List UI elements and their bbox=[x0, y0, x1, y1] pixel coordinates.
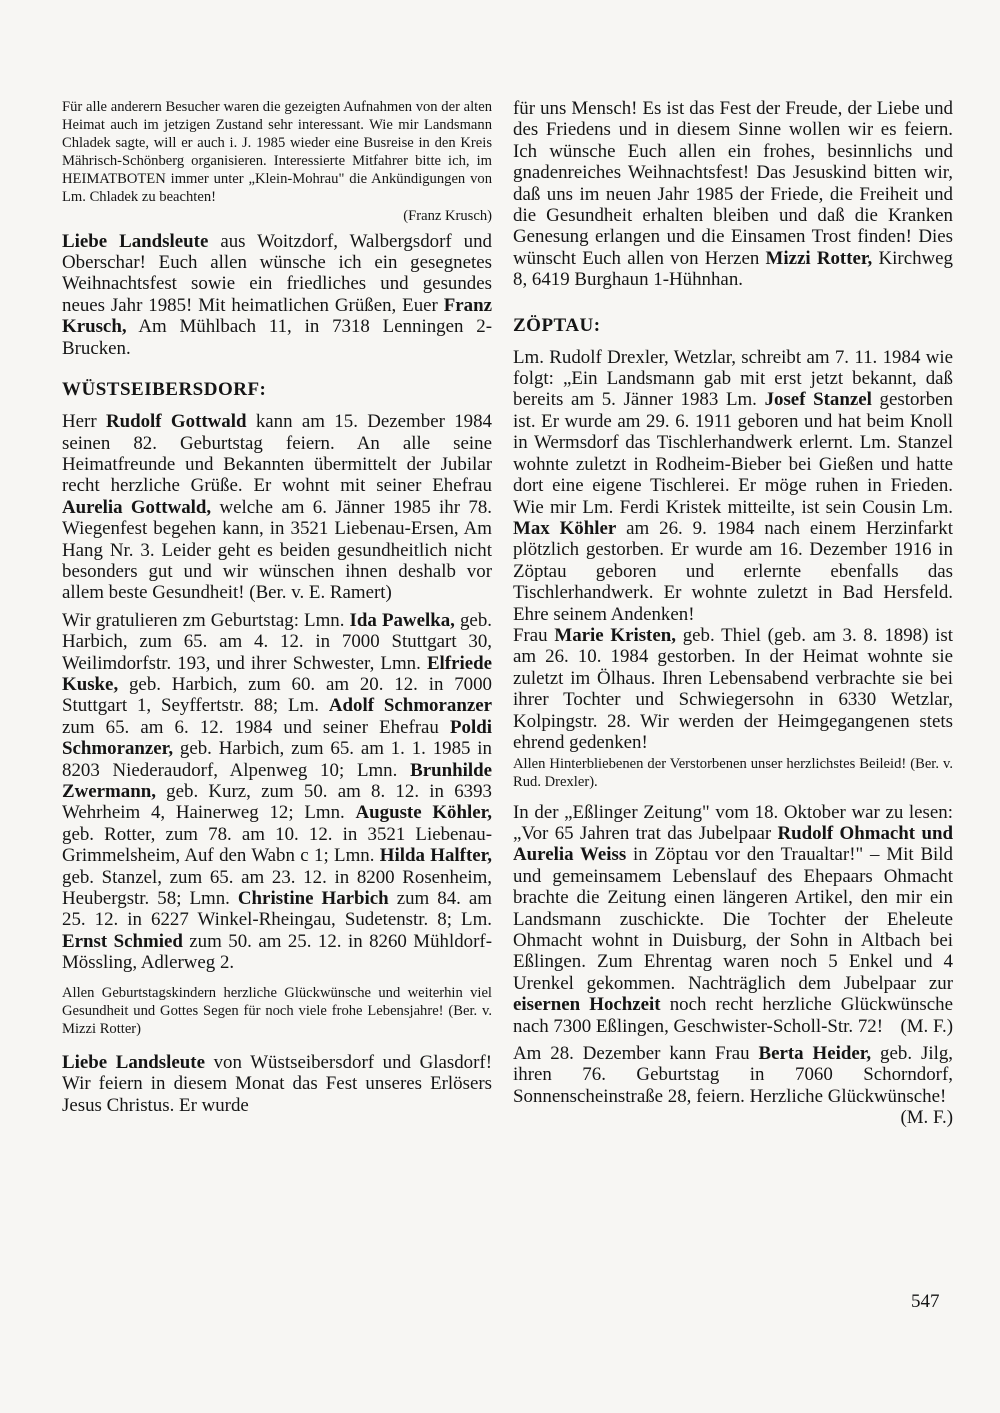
bold-name: Ernst Schmied bbox=[62, 930, 183, 952]
paragraph-christmas-wishes bbox=[513, 98, 953, 291]
paragraph-drexler-report bbox=[513, 347, 953, 625]
bold-name: Marie Kristen, bbox=[554, 624, 676, 646]
paragraph-text: geb. Harbich, zum 65. am 4. 12. in 7000 Stuttgart 30, Weilimdorfstr. 193, und ihrer Schwester, Lmn. bbox=[62, 609, 492, 674]
bold-name: eisernen Hochzeit bbox=[513, 994, 661, 1016]
paragraph-text: noch recht herzliche Glückwünsche nach 7300 Eßlingen, Geschwister-Scholl-Str. 72! bbox=[513, 994, 953, 1037]
bold-name: Josef Stanzel bbox=[764, 389, 872, 411]
bold-name: Rudolf Ohmacht und Aurelia Weiss bbox=[513, 822, 953, 866]
paragraph-text: zum 84. am 25. 12. in 6227 Winkel-Rheingau, Sudetenstr. 8; Lm. bbox=[62, 888, 492, 931]
paragraph-text: Am Mühlbach 11, in 7318 Lenningen 2-Brucken. bbox=[62, 316, 492, 359]
bold-name: Franz Krusch, bbox=[62, 294, 492, 338]
bold-name: Adolf Schmoranzer bbox=[328, 695, 492, 717]
bold-name: Ida Pawelka, bbox=[349, 609, 455, 631]
page-number: 547 bbox=[911, 1291, 940, 1312]
paragraph-text: zum 65. am 6. 12. 1984 und seiner Ehefrau bbox=[62, 716, 450, 738]
paragraph-text: von Wüstseibersdorf und Glasdorf! Wir feiern in diesem Monat das Fest unseres Erlösers Jesus Christus. Er wurde bbox=[62, 1051, 492, 1116]
paragraph-greeting-woitzdorf bbox=[62, 231, 492, 359]
paragraph-text: Herr bbox=[62, 411, 106, 433]
paragraph-text: aus Woitzdorf, Walbergsdorf und Oberschar! Euch allen wünsche ich ein gesegnetes Weihnachtsfest sowie ein friedliches und gesundes neues Jahr 1985! Mit heimatlichen Grüßen, Euer bbox=[62, 230, 492, 316]
signature-mf: (M. F.) bbox=[900, 1015, 953, 1037]
paragraph-text: kann am 15. Dezember 1984 seinen 82. Geburtstag feiern. An alle seine Heimatfreunde und Bekannten übermittelt der Jubilar recht herzliche Grüße. Er wohnt mit seiner Ehefrau bbox=[62, 411, 492, 497]
paragraph-heider bbox=[513, 1043, 953, 1129]
paragraph-text: geb. Rotter, zum 78. am 10. 12. in 3521 Liebenau-Grimmelsheim, Auf den Wabn c 1; Lmn. bbox=[62, 823, 492, 867]
paragraph-birthdays bbox=[62, 610, 492, 974]
paragraph-text: geb. Kurz, zum 50. am 8. 12. in 6393 Wehrheim 4, Hainerweg 12; Lmn. bbox=[62, 781, 492, 824]
bold-name: Hilda Halfter, bbox=[379, 845, 492, 867]
bold-name: Max Köhler bbox=[513, 517, 617, 539]
bold-name: Christine Harbich bbox=[237, 888, 389, 910]
bold-text: Liebe Landsleute bbox=[62, 230, 209, 252]
paragraph-text: Kirchweg 8, 6419 Burghaun 1-Hühnhan. bbox=[513, 247, 953, 291]
paragraph-text: gestorben ist. Er wurde am 29. 6. 1911 geboren und hat beim Knoll in Wermsdorf das Tischlerhandwerk erlernt. Lm. Stanzel wohnte zuletzt in Rodheim-Bieber bei Gießen und hatte dort eine eigene Tischlerei. Er möge ruhen in Frieden. Wie mir Lm. Ferdi Kristek mitteilte, ist sein Cousin Lm. bbox=[513, 389, 953, 518]
bold-name: Berta Heider, bbox=[758, 1043, 872, 1065]
paragraph-text: geb. Stanzel, zum 65. am 23. 12. in 8200 Rosenheim, Heubergstr. 58; Lmn. bbox=[62, 866, 492, 910]
paragraph-text: Wir gratulieren zm Geburtstag: Lmn. bbox=[62, 609, 350, 631]
paragraph-text: in Zöptau vor den Traualtar!" – Mit Bild und gemeinsamem Lebenslauf des Ehepaars Ohmacht brachte die Zeitung einen längeren Artikel, den mir ein Landsmann zuschickte. Die Tochter der Eheleute Ohmacht wohnt in Duisburg, der Sohn in Altbach bei Eßlingen. Zum Ehrentag waren noch 5 Enkel und 4 Urenkel gekommen. Nachträglich dem Jubelpaar zur bbox=[513, 844, 953, 994]
paragraph-text: am 26. 9. 1984 nach einem Herzinfarkt plötzlich gestorben. Er wurde am 16. Dezember 1916 in Zöptau geboren und erlernte ebenfalls das Tischlerhandwerk. Er wohnte zuletzt in Bad Hersfeld. Ehre seinem Andenken! bbox=[513, 517, 954, 625]
right-column bbox=[513, 98, 953, 1129]
bold-name: Elfriede Kuske, bbox=[62, 652, 492, 695]
paragraph-text: geb. Harbich, zum 60. am 20. 12. in 7000 Stuttgart 1, Seyffertstr. 88; Lm. bbox=[62, 673, 492, 717]
signature-mf: (M. F.) bbox=[900, 1107, 953, 1129]
paragraph-condolences: Allen Hinterbliebenen der Verstorbenen unser herzlichstes Beileid! (Ber. v. Rud. Drexler). bbox=[513, 756, 953, 791]
signature-franz-krusch: (Franz Krusch) bbox=[403, 207, 492, 224]
bold-name: Brunhilde Zwermann, bbox=[62, 759, 492, 802]
paragraph-greeting-wuestseibersdorf bbox=[62, 1052, 492, 1116]
bold-text: Liebe Landsleute bbox=[62, 1051, 205, 1073]
paragraph-text: Lm. Rudolf Drexler, Wetzlar, schreibt am 7. 11. 1984 wie folgt: „Ein Landsmann gab mit erst jetzt bekannt, daß bereits am 5. Jänner 1983 Lm. bbox=[513, 346, 953, 411]
paragraph-kristen bbox=[513, 625, 953, 753]
left-column bbox=[62, 98, 492, 1116]
paragraph-birthday-wishes: Allen Geburtstagskindern herzliche Glückwünsche und weiterhin viel Gesundheit und Gottes Segen für noch viele frohe Lebensjahre! (Ber. v. Mizzi Rotter) bbox=[62, 984, 492, 1037]
paragraph-besucher bbox=[62, 98, 492, 207]
paragraph-ohmacht bbox=[513, 802, 953, 1037]
paragraph-gottwald bbox=[62, 411, 492, 604]
paragraph-text: Am 28. Dezember kann Frau bbox=[513, 1043, 759, 1065]
bold-name: Auguste Köhler, bbox=[355, 802, 492, 824]
paragraph-text: welche am 6. Jänner 1985 ihr 78. Wiegenfest begehen kann, in 3521 Liebenau-Ersen, Am Hang Nr. 3. Leider geht es beiden gesundheitlich nicht besonders gut und wir wünschen ihnen deshalb vor allem beste Gesundheit! (Ber. v. E. Ramert) bbox=[62, 496, 492, 604]
paragraph-text: geb. Thiel (geb. am 3. 8. 1898) ist am 26. 10. 1984 gestorben. In der Heimat wohnte sie zuletzt im Ölhaus. Ihren Lebensabend verbrachte sie bei ihrer Tochter und Schwiegersohn in 6330 Wetzlar, Kolpingstr. 28. Wir werden der Heimgegangenen stets ehrend gedenken! bbox=[513, 624, 953, 753]
bold-name: Poldi Schmoranzer, bbox=[62, 716, 492, 760]
section-heading-zoeptau: ZÖPTAU: bbox=[513, 314, 601, 336]
paragraph-text: geb. Harbich, zum 65. am 1. 1. 1985 in 8203 Niederaudorf, Alpenweg 10; Lmn. bbox=[62, 738, 492, 781]
paragraph-text: In der „Eßlinger Zeitung" vom 18. Oktober war zu lesen: „Vor 65 Jahren trat das Jubelpaar bbox=[513, 801, 953, 844]
bold-name: Rudolf Gottwald bbox=[105, 411, 247, 433]
paragraph-text: für uns Mensch! Es ist das Fest der Freude, der Liebe und des Friedens und in diesem Sinne wollen wir es feiern. Ich wünsche Euch allen ein frohes, besinnlichs und gnadenreiches Weihnachtsfest! Das Jesuskind bitten wir, daß uns im neuen Jahr 1985 der Friede, die Freiheit und die Gesundheit erhalten bleiben und daß die Kranken Genesung erlangen und die Einsamen Trost finden! Dies wünscht Euch allen von Herzen bbox=[513, 98, 953, 269]
bold-name: Mizzi Rotter, bbox=[765, 247, 873, 269]
paragraph-text: Für alle anderern Besucher waren die gezeigten Aufnahmen von der alten Heimat auch im jetzigen Zustand sehr interessant. Wie mir Landsmann Chladek sagte, will er auch i. J. 1985 wieder eine Busreise in den Kreis Mährisch-Schönberg organisieren. Interessierte Mitfahrer bitte ich, im HEIMATBOTEN immer unter „Klein-Mohrau" die Ankündigungen von Lm. Chladek zu beachten! bbox=[62, 99, 492, 206]
paragraph-text: geb. Jilg, ihren 76. Geburtstag in 7060 Schorndorf, Sonnenscheinstraße 28, feiern. Herzliche Glückwünsche! bbox=[513, 1043, 953, 1107]
paragraph-text: Frau bbox=[513, 624, 555, 646]
paragraph-text: zum 50. am 25. 12. in 8260 Mühldorf-Mössling, Adlerweg 2. bbox=[62, 930, 492, 974]
section-heading-wuestseibersdorf: WÜSTSEIBERSDORF: bbox=[62, 379, 267, 401]
bold-name: Aurelia Gottwald, bbox=[62, 496, 212, 518]
